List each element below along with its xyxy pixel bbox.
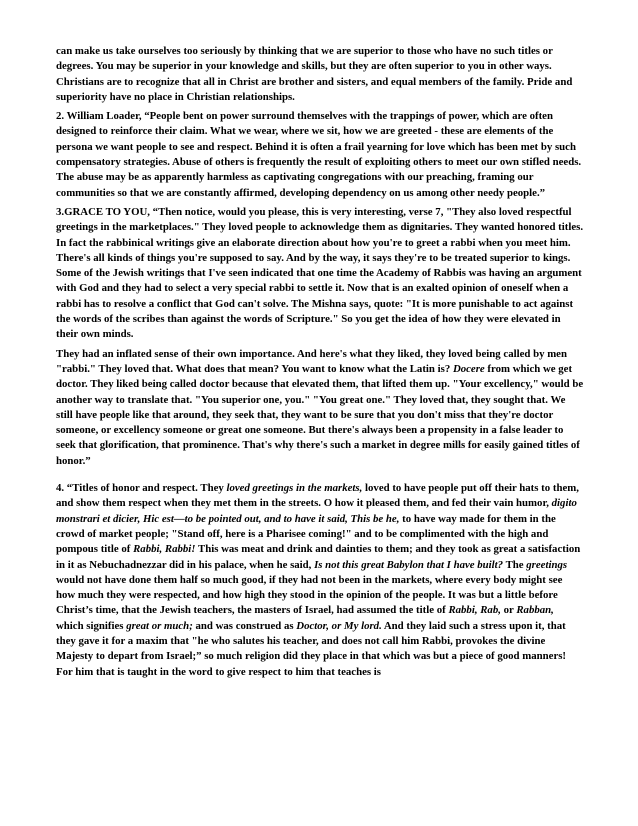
- paragraph-2: [56, 109, 584, 201]
- paragraph-1: [56, 44, 584, 105]
- body-text: would not have done them half so much good, if they had not been in the markets, where every body might see how much they were respected, and how high they stood in the opinion of the people. It was but a little before Christ’s time, that the Jewish teachers, the masters of Israel, had assumed the title of: [56, 573, 563, 617]
- document-page: [56, 44, 584, 684]
- body-text: 3.GRACE TO YOU, “Then notice, would you please, this is very interesting, verse 7, "They also loved respectful greetings in the marketplaces." They loved people to acknowledge them as dignitaries. They wanted honored titles. In fact the rabbinical writings give an elaborate direction about how you're to greet a rabbi when you meet him. There's all kinds of things you're supposed to say. And by the way, it says they're to be treated superior to kings. Some of the Jewish writings that I've seen indicated that one time the Academy of Rabbis was having an argument with God and they had to select a very special rabbi to settle it. Now that is an exalted opinion of oneself when a rabbi has to resolve a conflict that God can't solve. The Mishna says, quote: "It is more punishable to act against the words of the scribes than against the words of Scripture." So you get the idea of how they were elevated in their own minds.: [56, 205, 584, 341]
- body-text: 4. “Titles of honor and respect. They: [56, 482, 227, 495]
- body-text: loved to have people put off their hats to them, and show them respect when they met them in the streets. O how it pleased them, and fed their vain humor,: [56, 482, 579, 510]
- italic-text: digito monstrari et dicier, Hic est—to be pointed out, and to have it said, This be he,: [56, 497, 577, 525]
- paragraph-4: [56, 347, 584, 469]
- body-text: to have way made for them in the crowd of market people; "Stand off, here is a Pharisee coming!" and to be complimented with the high and pompous title of: [56, 512, 556, 556]
- body-text: from which we get doctor. They liked being called doctor because that elevated them, that lifted them up. "Your excellency," would be another way to translate that. "You superior one, you." "You great one." They loved that, they sought that. We still have people like that around, they seek that, they want to be sure that you don't miss that they're doctor someone, or excellency someone or great one someone. But there's always been a propensity in a false leader to seek that glorification, that prominence. That's why there's such a market in degree mills for easily gained titles of honor.”: [56, 362, 584, 467]
- italic-text: loved greetings in the markets,: [226, 482, 363, 495]
- body-text: The: [503, 558, 527, 571]
- body-text: This was meat and drink and dainties to them; and they took as great a satisfaction in it as Nebuchadnezzar did in his palace, when he said,: [56, 543, 581, 571]
- italic-text: Doctor, or My lord.: [296, 619, 382, 632]
- italic-text: Rabbi, Rab,: [448, 604, 501, 617]
- body-text: can make us take ourselves too seriously by thinking that we are superior to those who have no such titles or degrees. You may be superior in your knowledge and skills, but they are often superior to you in other ways. Christians are to recognize that all in Christ are brother and sisters, and equal members of the family. Pride and superiority have no place in Christian relationships.: [56, 45, 573, 103]
- italic-text: Docere: [452, 362, 485, 375]
- italic-text: great or much;: [126, 619, 193, 632]
- italic-text: Rabban,: [516, 604, 554, 617]
- body-text: They had an inflated sense of their own importance. And here's what they liked, they loved being called by men "rabbi." They loved that. What does that mean? You want to know what the Latin is?: [56, 347, 567, 375]
- body-text: or: [500, 604, 517, 617]
- italic-text: Is not this great Babylon that I have built?: [314, 558, 504, 571]
- body-text: and was construed as: [192, 619, 297, 632]
- paragraph-3: [56, 205, 584, 343]
- italic-text: greetings: [526, 558, 568, 571]
- italic-text: Rabbi, Rabbi!: [133, 543, 196, 556]
- body-text: which signifies: [56, 619, 127, 632]
- body-text: 2. William Loader, “People bent on power surround themselves with the trappings of power, which are often designed to reinforce their claim. What we wear, where we sit, how we are greeted - these are elements of the persona we want people to see and respect. Behind it is often a frail yearning for love which has been met by such compensatory strategies. Abuse of others is frequently the result of exploiting others to meet our own stifled needs. The abuse may be as apparently harmless as captivating congregations with our preaching, framing our communities so that we are constantly affirmed, developing dependency on us among other needy people.”: [56, 110, 582, 199]
- body-text: And they laid such a stress upon it, that they gave it for a maxim that "he who salutes his teacher, and does not call him Rabbi, provokes the divine Majesty to depart from Israel;” so much religion did they place in that which was but a piece of good manners! For him that is taught in the word to give respect to him that teaches is: [56, 619, 567, 678]
- paragraph-5: [56, 481, 584, 680]
